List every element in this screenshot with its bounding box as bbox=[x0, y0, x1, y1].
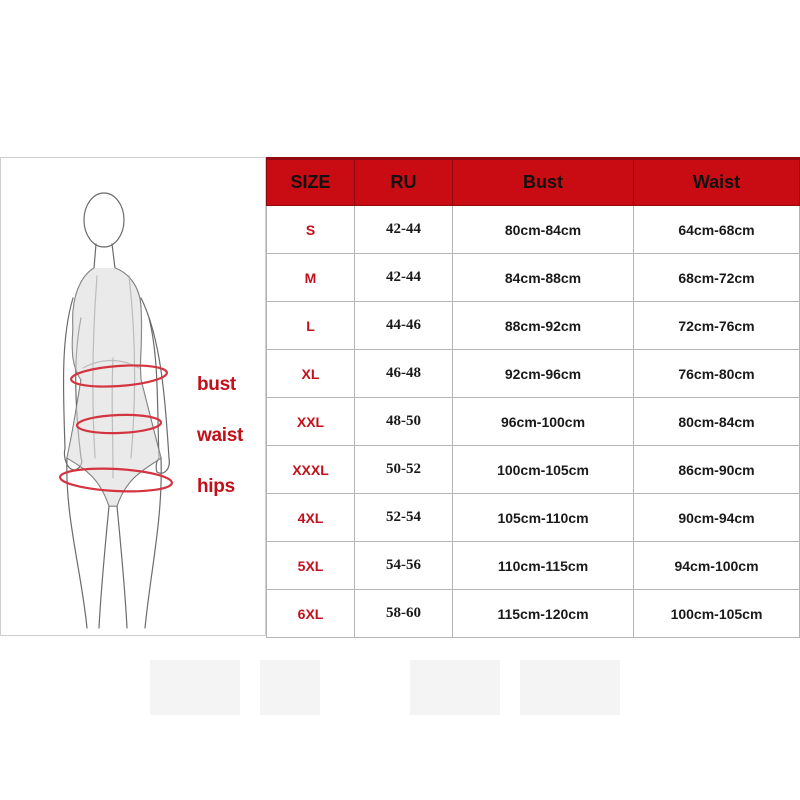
waist-cell: 94cm-100cm bbox=[634, 542, 800, 590]
header-bust: Bust bbox=[453, 159, 634, 206]
bust-label: bust bbox=[197, 374, 236, 395]
faded-watermark bbox=[140, 650, 640, 730]
bust-cell: 84cm-88cm bbox=[453, 254, 634, 302]
size-cell: XXXL bbox=[267, 446, 355, 494]
ru-cell: 58-60 bbox=[355, 590, 453, 638]
body-figure-illustration bbox=[1, 158, 267, 637]
waist-cell: 80cm-84cm bbox=[634, 398, 800, 446]
waist-cell: 86cm-90cm bbox=[634, 446, 800, 494]
waist-cell: 68cm-72cm bbox=[634, 254, 800, 302]
ru-cell: 54-56 bbox=[355, 542, 453, 590]
table-row bbox=[267, 302, 800, 350]
waist-label: waist bbox=[197, 425, 244, 446]
table-row bbox=[267, 446, 800, 494]
ru-cell: 44-46 bbox=[355, 302, 453, 350]
table-header-row bbox=[267, 159, 800, 206]
ru-cell: 50-52 bbox=[355, 446, 453, 494]
size-cell: 4XL bbox=[267, 494, 355, 542]
size-chart-table bbox=[266, 157, 800, 638]
bust-cell: 105cm-110cm bbox=[453, 494, 634, 542]
waist-cell: 72cm-76cm bbox=[634, 302, 800, 350]
ru-cell: 52-54 bbox=[355, 494, 453, 542]
waist-cell: 90cm-94cm bbox=[634, 494, 800, 542]
bust-cell: 80cm-84cm bbox=[453, 206, 634, 254]
table-row bbox=[267, 494, 800, 542]
ru-cell: 42-44 bbox=[355, 206, 453, 254]
ru-cell: 46-48 bbox=[355, 350, 453, 398]
bust-cell: 110cm-115cm bbox=[453, 542, 634, 590]
bust-cell: 115cm-120cm bbox=[453, 590, 634, 638]
table-row bbox=[267, 350, 800, 398]
hips-label: hips bbox=[197, 476, 235, 497]
table-row bbox=[267, 206, 800, 254]
size-cell: 5XL bbox=[267, 542, 355, 590]
table-row bbox=[267, 590, 800, 638]
table-row bbox=[267, 542, 800, 590]
waist-cell: 76cm-80cm bbox=[634, 350, 800, 398]
waist-cell: 100cm-105cm bbox=[634, 590, 800, 638]
size-cell: M bbox=[267, 254, 355, 302]
bust-cell: 92cm-96cm bbox=[453, 350, 634, 398]
header-waist: Waist bbox=[634, 159, 800, 206]
header-ru: RU bbox=[355, 159, 453, 206]
size-cell: XXL bbox=[267, 398, 355, 446]
size-cell: 6XL bbox=[267, 590, 355, 638]
table-row bbox=[267, 398, 800, 446]
bust-cell: 96cm-100cm bbox=[453, 398, 634, 446]
size-cell: L bbox=[267, 302, 355, 350]
size-cell: XL bbox=[267, 350, 355, 398]
ru-cell: 42-44 bbox=[355, 254, 453, 302]
waist-cell: 64cm-68cm bbox=[634, 206, 800, 254]
table-row bbox=[267, 254, 800, 302]
size-cell: S bbox=[267, 206, 355, 254]
figure-panel bbox=[0, 157, 266, 636]
header-size: SIZE bbox=[267, 159, 355, 206]
bust-cell: 100cm-105cm bbox=[453, 446, 634, 494]
bust-cell: 88cm-92cm bbox=[453, 302, 634, 350]
ru-cell: 48-50 bbox=[355, 398, 453, 446]
